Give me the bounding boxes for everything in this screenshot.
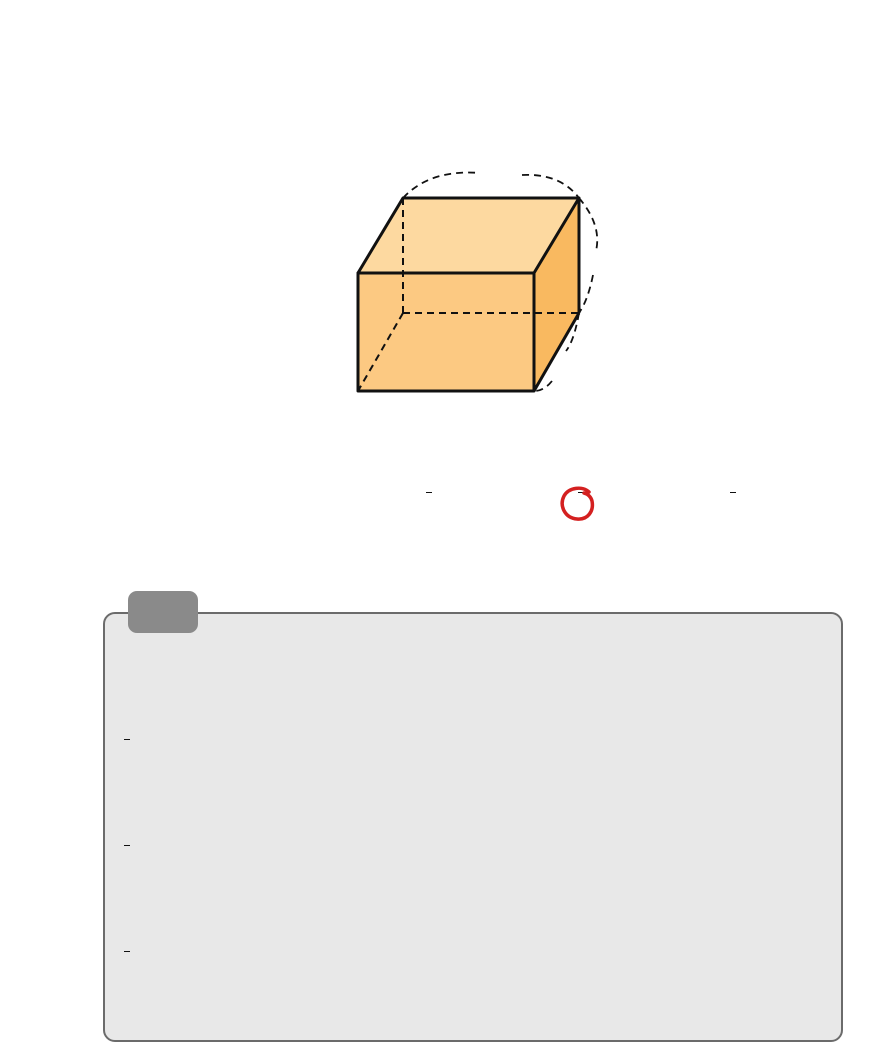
choice-3-fraction	[426, 489, 432, 496]
choice-5-fraction	[730, 489, 736, 496]
case-1-fraction	[124, 736, 130, 743]
choice-4-denominator	[578, 492, 584, 496]
choice-1[interactable]	[112, 462, 124, 522]
choice-5-denominator	[730, 492, 736, 496]
choice-2[interactable]	[263, 462, 275, 522]
line-7-denominator	[124, 951, 130, 955]
solution-case-3	[124, 842, 130, 849]
solution-line-7	[124, 948, 130, 955]
choice-5[interactable]	[718, 462, 736, 522]
choice-3[interactable]	[414, 462, 432, 522]
case-1-denominator	[124, 739, 130, 743]
choice-3-denominator	[426, 492, 432, 496]
choice-4[interactable]	[566, 462, 584, 522]
cuboid-front-face	[358, 273, 534, 391]
solution-tag	[128, 591, 198, 633]
case-3-fraction	[124, 842, 130, 849]
solution-box	[103, 612, 843, 1042]
case-3-denominator	[124, 845, 130, 849]
line-7-fraction	[124, 948, 130, 955]
solution-case-1	[124, 736, 130, 743]
cuboid-figure	[330, 155, 630, 405]
choice-4-fraction	[578, 489, 584, 496]
